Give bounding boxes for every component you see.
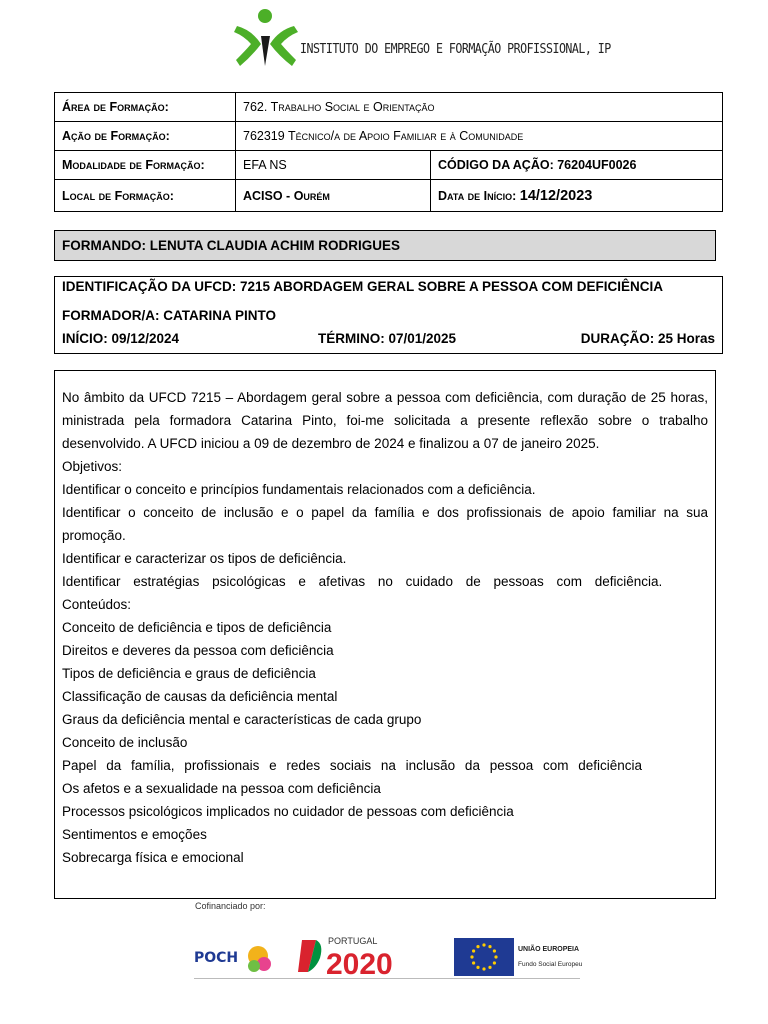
conteudo-item: Graus da deficiência mental e características de cada grupo (62, 712, 422, 727)
institute-name: INSTITUTO DO EMPREGO E FORMAÇÃO PROFISSIONAL, IP (300, 41, 611, 57)
objetivo-item: Identificar o conceito e princípios fundamentais relacionados com a deficiência. (62, 482, 536, 497)
data-inicio-value: 14/12/2023 (519, 187, 593, 204)
local-value: ACISO - Ourém (236, 180, 431, 212)
conteudo-item: Sobrecarga física e emocional (62, 850, 244, 865)
ufcd-formador: FORMADOR/A: CATARINA PINTO (62, 308, 276, 323)
conteudo-item: Direitos e deveres da pessoa com deficiência (62, 643, 334, 658)
ufcd-termino: TÉRMINO: 07/01/2025 (318, 331, 457, 346)
table-row (55, 93, 723, 122)
data-inicio-label: Data de Início: (438, 188, 517, 203)
year-text: 2020 (326, 948, 393, 978)
eu-text-logo (516, 938, 590, 976)
area-value: 762. Trabalho Social e Orientação (236, 93, 723, 122)
poch-logo-icon (194, 936, 274, 978)
acao-label: Ação de Formação: (55, 122, 236, 151)
conteudo-item: Classificação de causas da deficiência mental (62, 689, 338, 704)
course-info-table (54, 92, 723, 212)
ue-text: UNIÃO EUROPEIA (518, 946, 580, 953)
table-row (55, 180, 723, 212)
poch-text: POCH (194, 950, 239, 966)
conteudo-item: Tipos de deficiência e graus de deficiência (62, 666, 316, 681)
conteudo-item: Conceito de inclusão (62, 735, 188, 750)
table-row (55, 151, 723, 180)
objetivo-item: Identificar e caracterizar os tipos de deficiência. (62, 551, 347, 566)
codigo-acao: CÓDIGO DA AÇÃO: 76204UF0026 (431, 151, 723, 180)
reflection-body (54, 370, 716, 899)
ufcd-identificacao: IDENTIFICAÇÃO DA UFCD: 7215 ABORDAGEM GERAL SOBRE A PESSOA COM DEFICIÊNCIA (62, 279, 664, 294)
modalidade-label: Modalidade de Formação: (55, 151, 236, 180)
local-label: Local de Formação: (55, 180, 236, 212)
conteudo-item: Conceito de deficiência e tipos de deficiência (62, 620, 332, 635)
conteudo-item: Sentimentos e emoções (62, 827, 207, 842)
conteudo-item: Processos psicológicos implicados no cuidador de pessoas com deficiência (62, 804, 514, 819)
data-inicio-cell (431, 180, 723, 212)
ufcd-box (54, 276, 723, 354)
table-row (55, 122, 723, 151)
portugal-2020-logo-icon (298, 934, 430, 978)
conteudo-item: Papel da família, profissionais e redes sociais na inclusão da pessoa com deficiência (62, 758, 643, 773)
header (234, 8, 634, 70)
objetivos-title: Objetivos: (62, 459, 123, 474)
portugal-text: PORTUGAL (328, 936, 378, 946)
objetivo-item: Identificar o conceito de inclusão e o papel da família e dos profissionais de apoio familiar na sua promoção. (62, 505, 708, 543)
ufcd-inicio: INÍCIO: 09/12/2024 (62, 331, 180, 346)
eu-flag-icon (454, 938, 514, 976)
objetivo-item: Identificar estratégias psicológicas e afetivas no cuidado de pessoas com deficiência. (62, 574, 663, 589)
modalidade-value: EFA NS (236, 151, 431, 180)
footer-cofinancing (190, 898, 590, 988)
cofinanciado-label: Cofinanciado por: (195, 901, 266, 911)
iefp-logo-icon (234, 8, 298, 70)
footer-divider (194, 978, 580, 979)
conteudo-item: Os afetos e a sexualidade na pessoa com deficiência (62, 781, 381, 796)
conteudos-title: Conteúdos: (62, 597, 132, 612)
area-label: Área de Formação: (55, 93, 236, 122)
intro-paragraph: No âmbito da UFCD 7215 – Abordagem geral sobre a pessoa com deficiência, com duração de 25 horas, ministrada pela formadora Catarina Pinto, foi-me solicitada a presente reflexão sobre o trabalho desenvolvido. A UFCD iniciou a 09 de dezembro de 2024 e finalizou a 07 de janeiro 2025. (62, 390, 708, 451)
fse-text: Fundo Social Europeu (518, 961, 583, 968)
ufcd-duracao: DURAÇÃO: 25 Horas (580, 331, 715, 346)
formando-bar: FORMANDO: LENUTA CLAUDIA ACHIM RODRIGUES (54, 230, 716, 261)
acao-value: 762319 Técnico/a de Apoio Familiar e à Comunidade (236, 122, 723, 151)
